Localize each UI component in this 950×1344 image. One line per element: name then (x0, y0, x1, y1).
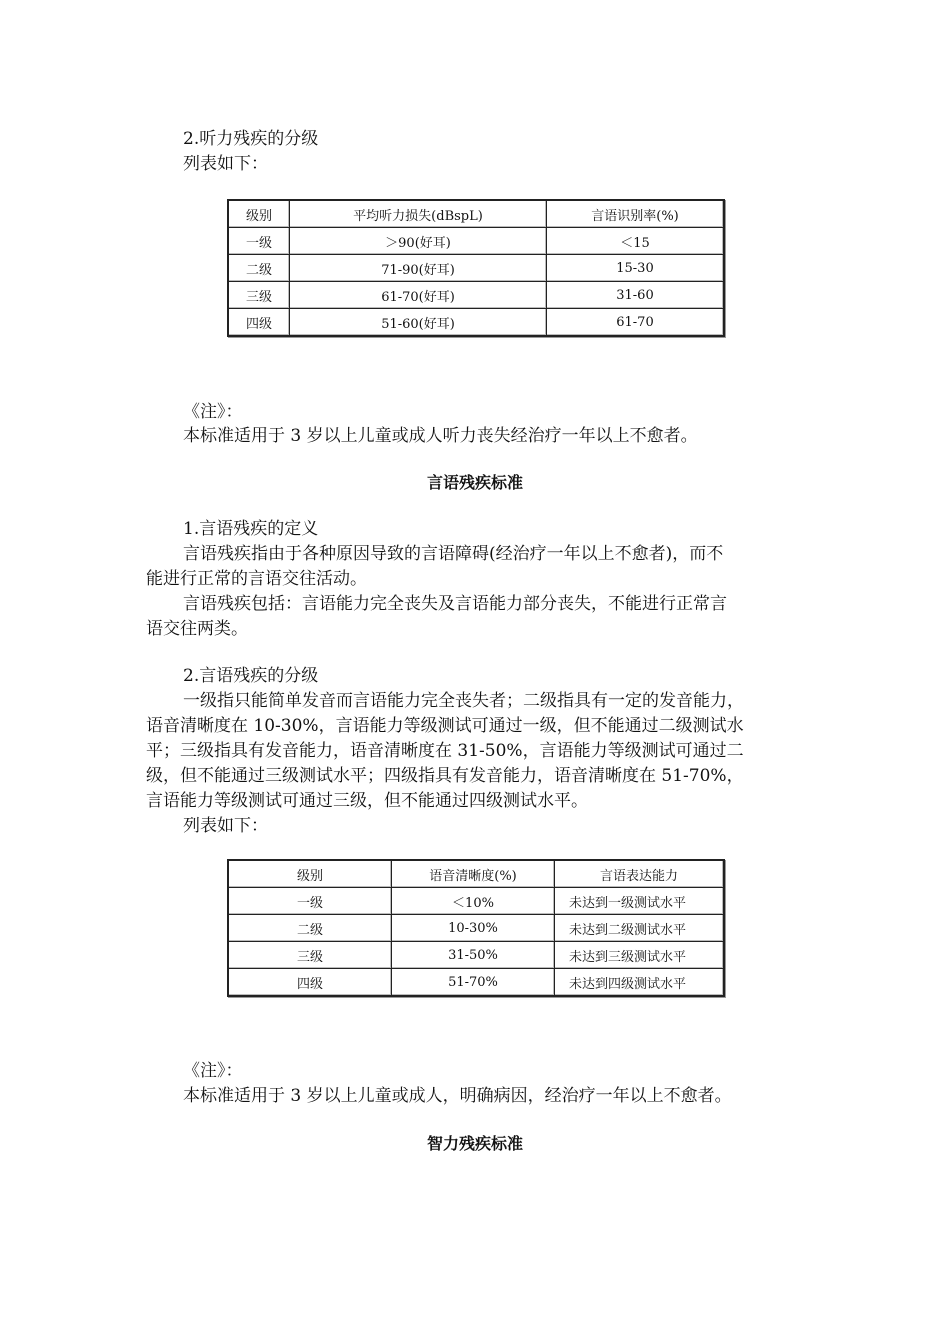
table-cell: 61-70(好耳) (290, 282, 547, 309)
table-cell: 未达到三级测试水平 (555, 942, 723, 969)
table-cell: 31-60 (547, 282, 723, 309)
table-cell: 四级 (229, 309, 290, 335)
table-row (229, 969, 723, 995)
table-cell: 71-90(好耳) (290, 255, 547, 282)
table-cell: 未达到一级测试水平 (555, 888, 723, 915)
speech-note-text: 本标准适用于 3 岁以上儿童或成人，明确病因，经治疗一年以上不愈者。 (183, 1086, 732, 1106)
table-cell: 四级 (229, 969, 392, 995)
table-row (229, 255, 723, 282)
table-cell: 二级 (229, 255, 290, 282)
table-row (229, 915, 723, 942)
speech-definition-title: 1.言语残疾的定义 (183, 519, 319, 539)
hearing-note-text: 本标准适用于 3 岁以上儿童或成人听力丧失经治疗一年以上不愈者。 (183, 426, 698, 446)
table-cell: 三级 (229, 282, 290, 309)
hearing-list-intro: 列表如下： (183, 154, 268, 174)
table-row (229, 228, 723, 255)
table-header-row (229, 861, 723, 888)
table-header-row (229, 201, 723, 228)
table-row (229, 942, 723, 969)
table-cell: 未达到二级测试水平 (555, 915, 723, 942)
speech-grade-line: 平；三级指具有发音能力，语音清晰度在 31-50%，言语能力等级测试可通过二 (146, 741, 744, 761)
table-row (229, 309, 723, 335)
speech-list-intro: 列表如下： (183, 816, 268, 836)
speech-definition-line: 语交往两类。 (146, 619, 248, 639)
table-header-cell: 语音清晰度(%) (392, 861, 555, 888)
table-cell: ＞90(好耳) (290, 228, 547, 255)
table-cell: ＜10% (392, 888, 555, 915)
speech-section-title: 言语残疾标准 (426, 473, 523, 492)
table-header-cell: 级别 (229, 861, 392, 888)
table-cell: ＜15 (547, 228, 723, 255)
speech-grade-line: 一级指只能简单发音而言语能力完全丧失者；二级指具有一定的发音能力， (183, 691, 744, 711)
table-cell: 51-60(好耳) (290, 309, 547, 335)
speech-grade-line: 级，但不能通过三级测试水平；四级指具有发音能力，语音清晰度在 51-70%， (146, 766, 744, 786)
speech-grade-line: 语音清晰度在 10-30%，言语能力等级测试可通过一级，但不能通过二级测试水 (146, 716, 744, 736)
table-row (229, 888, 723, 915)
hearing-grade-table (227, 199, 725, 337)
table-cell: 一级 (229, 888, 392, 915)
speech-grade-title: 2.言语残疾的分级 (183, 666, 319, 686)
hearing-note-label: 《注》： (183, 402, 243, 422)
table-cell: 未达到四级测试水平 (555, 969, 723, 995)
table-header-cell: 平均听力损失(dBspL) (290, 201, 547, 228)
table-row (229, 282, 723, 309)
table-header-cell: 言语表达能力 (555, 861, 723, 888)
table-header-cell: 级别 (229, 201, 290, 228)
table-cell: 61-70 (547, 309, 723, 335)
hearing-grade-subtitle: 2.听力残疾的分级 (183, 129, 319, 149)
table-cell: 15-30 (547, 255, 723, 282)
speech-grade-line: 言语能力等级测试可通过三级，但不能通过四级测试水平。 (146, 791, 588, 811)
table-cell: 51-70% (392, 969, 555, 995)
speech-definition-line: 言语残疾指由于各种原因导致的言语障碍(经治疗一年以上不愈者)，而不 (183, 544, 724, 564)
speech-note-label: 《注》： (183, 1061, 243, 1081)
speech-definition-line: 能进行正常的言语交往活动。 (146, 569, 367, 589)
table-cell: 31-50% (392, 942, 555, 969)
table-header-cell: 言语识别率(%) (547, 201, 723, 228)
speech-grade-table (227, 859, 725, 997)
speech-definition-line: 言语残疾包括：言语能力完全丧失及言语能力部分丧失，不能进行正常言 (183, 594, 727, 614)
table-cell: 10-30% (392, 915, 555, 942)
table-cell: 二级 (229, 915, 392, 942)
table-cell: 三级 (229, 942, 392, 969)
table-cell: 一级 (229, 228, 290, 255)
intellectual-section-title: 智力残疾标准 (426, 1134, 523, 1153)
